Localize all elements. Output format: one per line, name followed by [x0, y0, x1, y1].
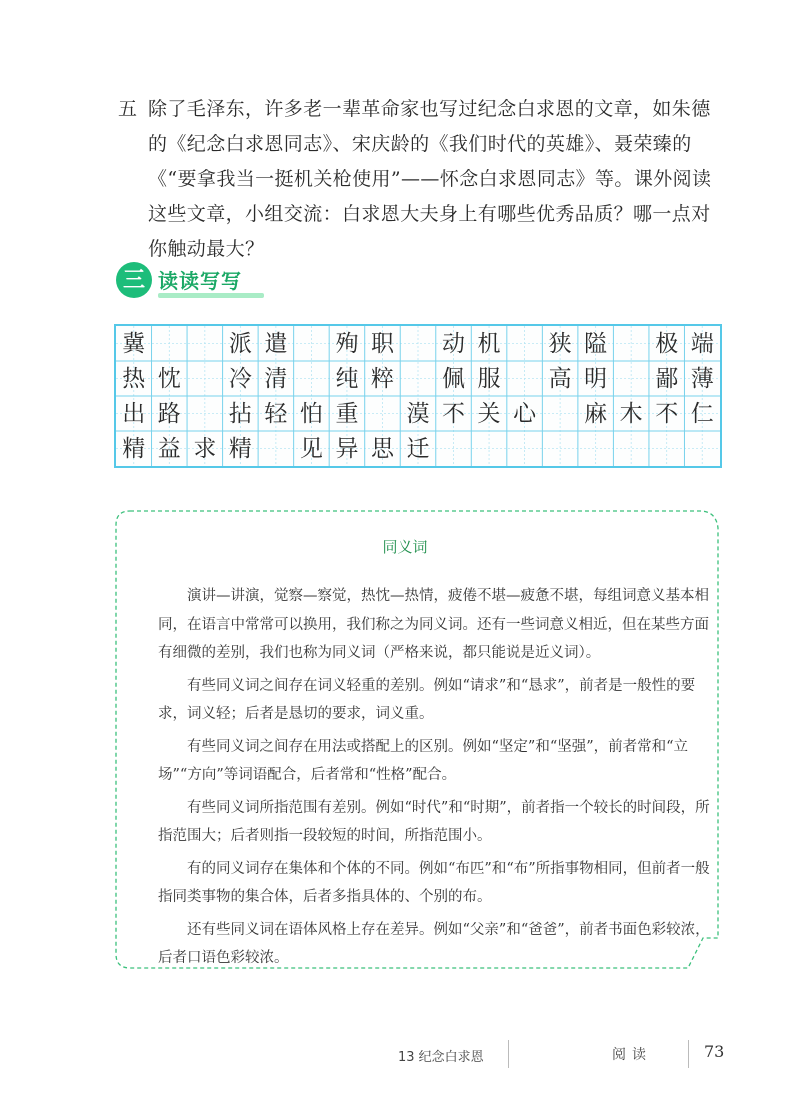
footer-lesson-title: 13 纪念白求恩: [398, 1050, 484, 1065]
grid-character: 关: [477, 400, 501, 427]
grid-character: 精: [228, 435, 252, 462]
grid-character: 端: [690, 330, 714, 357]
grid-character: 益: [157, 435, 181, 462]
grid-character: 不: [655, 400, 679, 427]
footer-section-label: 阅读: [612, 1047, 652, 1063]
grid-character: 麻: [584, 400, 608, 427]
grid-character: 出: [122, 400, 146, 427]
grid-character: 服: [477, 365, 501, 392]
grid-character: 狭: [548, 330, 572, 357]
knowledge-paragraph: 还有些同义词在语体风格上存在差异。例如“父亲”和“爸爸”，前者书面色彩较浓，后者口语色彩较浓。: [158, 921, 710, 966]
grid-character: 异: [335, 435, 359, 462]
grid-character: 机: [477, 330, 501, 357]
grid-character: 求: [193, 435, 217, 462]
grid-character: 木: [619, 400, 643, 427]
knowledge-paragraph: 有的同义词存在集体和个体的不同。例如“布匹”和“布”所指事物相同，但前者一般指同类事物的集合体，后者多指具体的、个别的布。: [158, 860, 710, 905]
grid-character: 心: [513, 400, 537, 427]
grid-character: 清: [264, 365, 288, 392]
knowledge-paragraph: 有些同义词之间存在词义轻重的差别。例如“请求”和“恳求”，前者是一般性的要求，词义轻；后者是恳切的要求，词义重。: [158, 677, 696, 722]
exercise-text: 除了毛泽东，许多老一辈革命家也写过纪念白求恩的文章，如朱德的《纪念白求恩同志》、宋庆龄的《我们时代的英雄》、聂荣臻的《“要拿我当一挺机关枪使用”——怀念白求恩同志》等。课外阅读这些文章，小组交流：白求恩大夫身上有哪些优秀品质？哪一点对你触动最大？: [148, 98, 712, 260]
grid-character: 精: [122, 435, 146, 462]
grid-character: 殉: [335, 330, 359, 357]
grid-character: 遣: [264, 330, 288, 357]
footer-divider: [508, 1040, 509, 1068]
grid-character: 薄: [690, 365, 714, 392]
grid-character: 重: [335, 400, 359, 427]
page-number: 73: [704, 1042, 725, 1061]
grid-character: 迁: [406, 435, 430, 462]
grid-character: 见: [299, 435, 323, 462]
grid-character: 思: [370, 435, 394, 462]
exercise-number: 五: [118, 98, 138, 120]
knowledge-paragraph: 演讲—讲演，觉察—察觉，热忱—热情，疲倦不堪—疲惫不堪，每组词意义基本相同，在语言中常常可以换用，我们称之为同义词。还有一些词意义相近，但在某些方面有细微的差别，我们也称为同义词（严格来说，都只能说是近义词）。: [158, 588, 709, 661]
grid-character: 极: [655, 330, 679, 357]
knowledge-box-title: 同义词: [382, 538, 428, 556]
grid-character: 怕: [299, 400, 323, 427]
grid-character: 派: [228, 330, 252, 357]
grid-character: 忱: [157, 365, 181, 392]
grid-character: 高: [548, 365, 572, 392]
grid-character: 不: [442, 400, 466, 427]
grid-character: 拈: [228, 400, 252, 427]
section-number-badge: 三: [116, 262, 152, 298]
grid-character: 纯: [335, 365, 359, 392]
knowledge-paragraph: 有些同义词所指范围有差别。例如“时代”和“时期”，前者指一个较长的时间段，所指范围大；后者则指一段较短的时间，所指范围小。: [158, 799, 710, 844]
grid-character: 路: [157, 400, 181, 427]
grid-character: 仁: [690, 400, 714, 427]
grid-character: 明: [584, 365, 608, 392]
grid-character: 鄙: [655, 365, 679, 392]
grid-character: 冷: [228, 365, 252, 392]
grid-character: 冀: [122, 330, 146, 357]
page-footer: [0, 1040, 800, 1070]
grid-character: 隘: [584, 330, 608, 357]
footer-divider: [688, 1040, 689, 1068]
grid-character: 热: [122, 365, 146, 392]
section-title: 读读写写: [158, 269, 242, 293]
grid-character: 动: [442, 330, 466, 357]
grid-character: 轻: [264, 400, 288, 427]
grid-character: 粹: [370, 365, 394, 392]
knowledge-box-body: [158, 582, 712, 977]
grid-character: 职: [370, 330, 394, 357]
grid-character: 佩: [442, 365, 466, 392]
grid-character: 漠: [406, 400, 430, 427]
knowledge-paragraph: 有些同义词之间存在用法或搭配上的区别。例如“坚定”和“坚强”，前者常和“立场”“方向”等词语配合，后者常和“性格”配合。: [158, 738, 689, 783]
